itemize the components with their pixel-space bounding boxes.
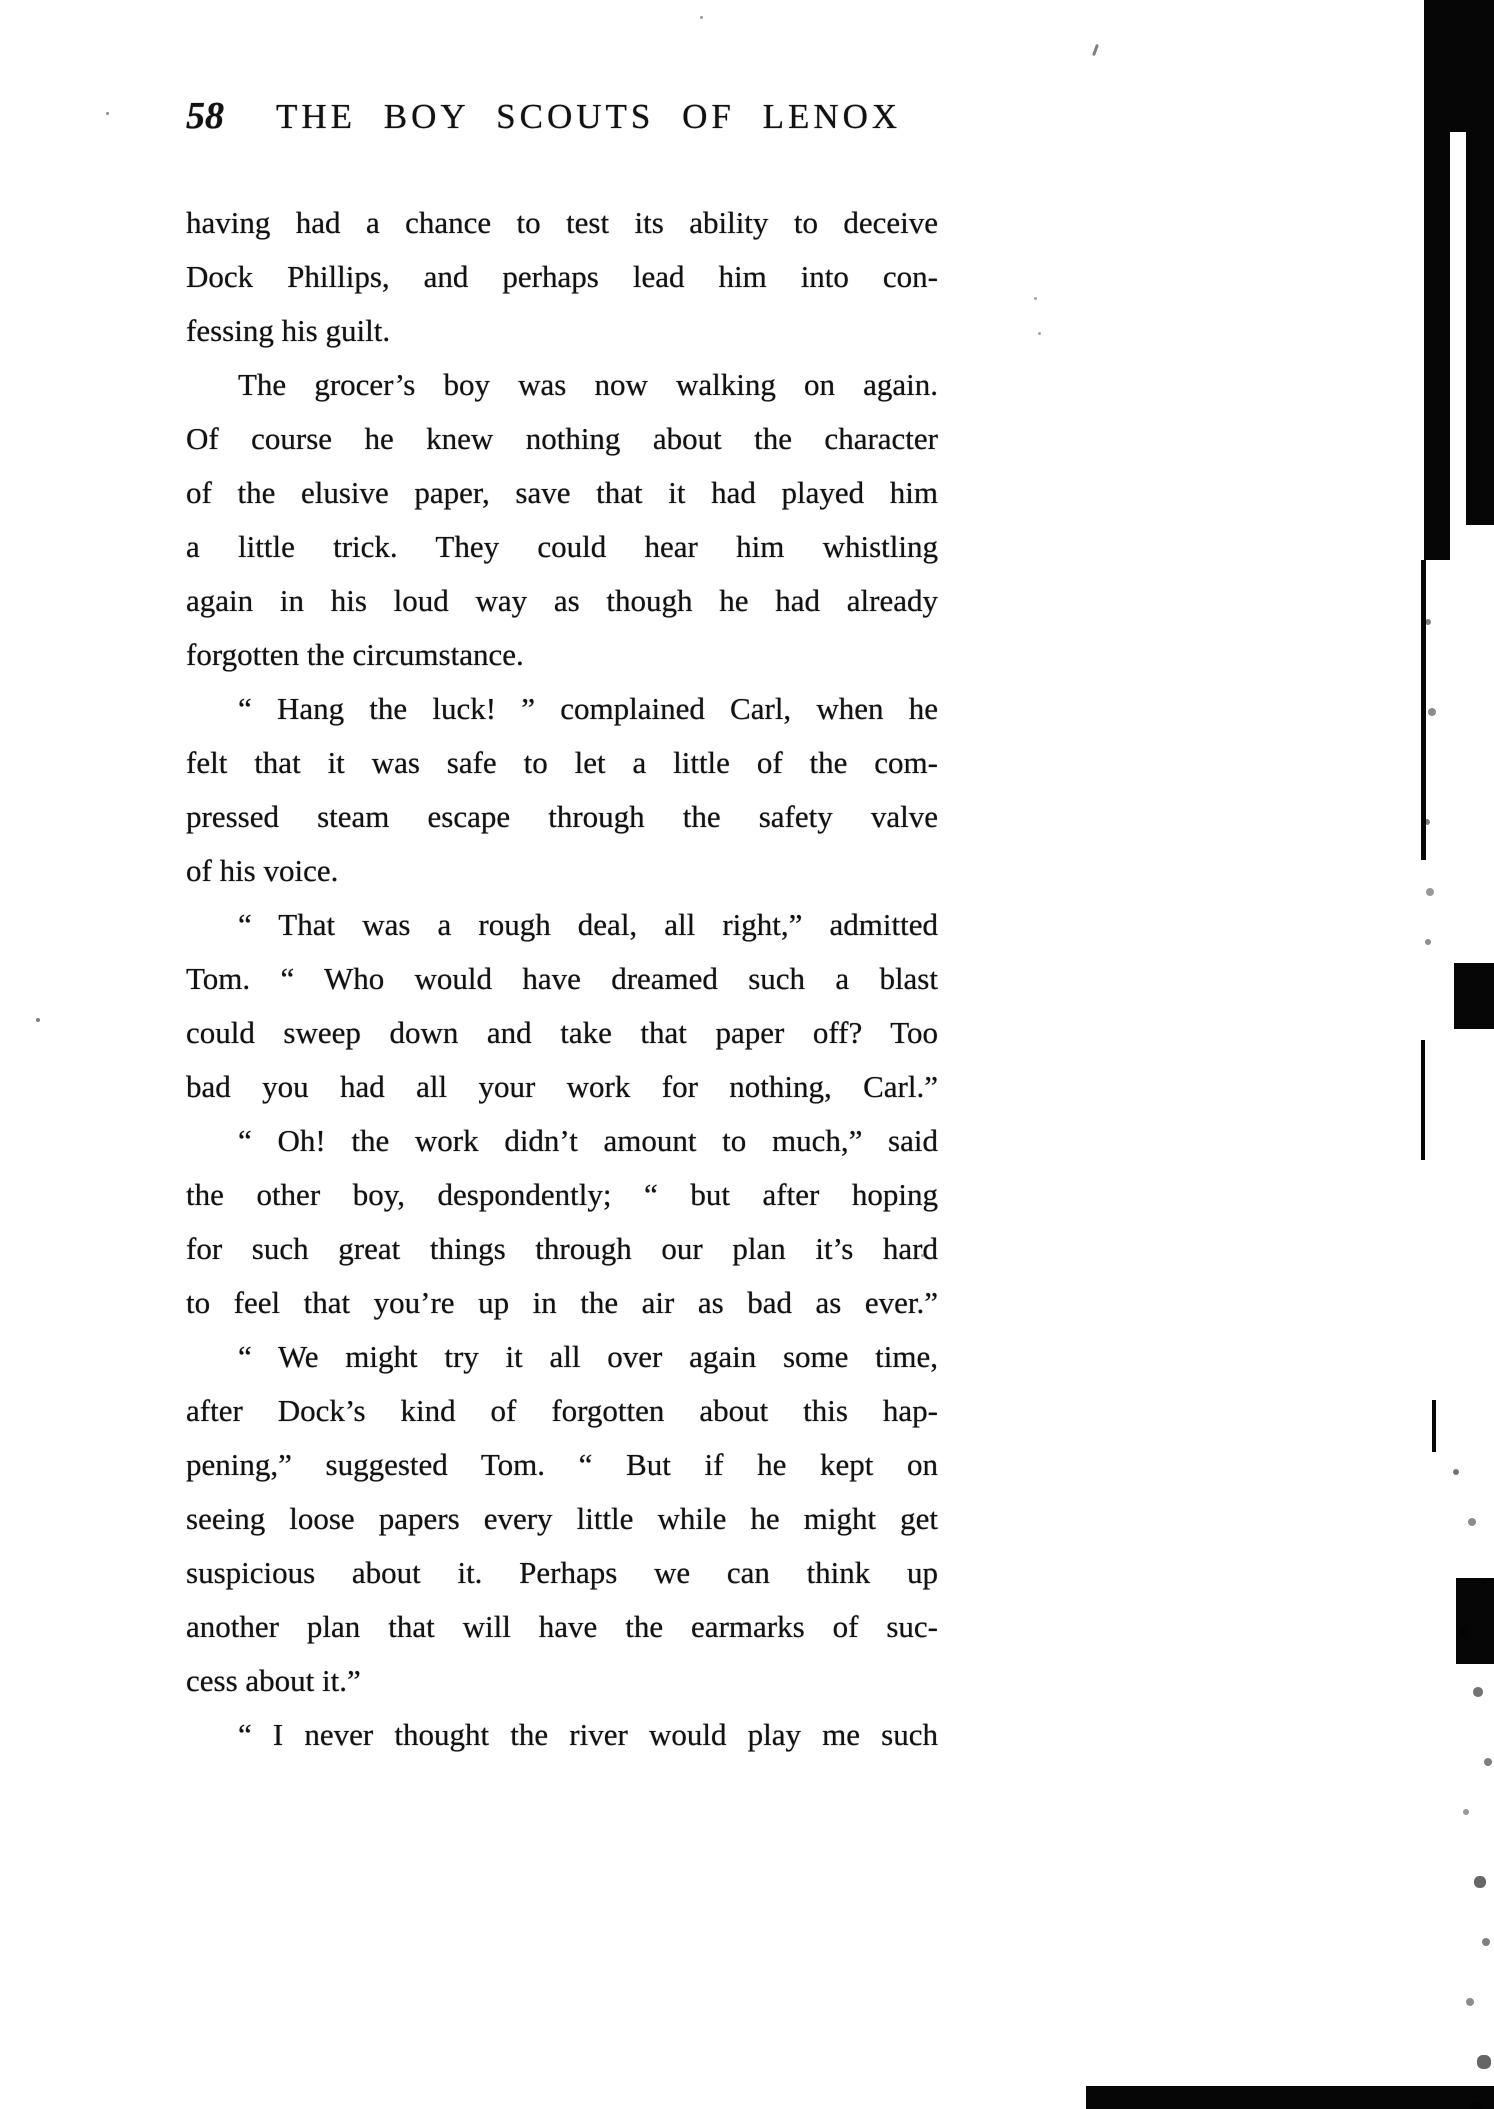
book-title: THE BOY SCOUTS OF LENOX [276, 97, 902, 136]
text-line: could sweep down and take that paper off? Too [186, 1015, 938, 1050]
text-line: forgotten the circumstance. [186, 637, 524, 672]
text-line: “ We might try it all over again some time, [238, 1339, 938, 1374]
text-line: felt that it was safe to let a little of the com- [186, 745, 938, 780]
scan-artifact-gutter-column [1424, 0, 1450, 560]
text-line: pressed steam escape through the safety valve [186, 799, 938, 834]
scan-dot-2 [36, 1018, 40, 1022]
text-line: Tom. “ Who would have dreamed such a blast [186, 961, 938, 996]
running-head [186, 94, 938, 138]
scan-artifact-corner-block [1444, 0, 1494, 132]
text-line: fessing his guilt. [186, 313, 391, 348]
text-line: the other boy, despondently; “ but after hoping [186, 1177, 938, 1212]
text-line: “ Oh! the work didn’t amount to much,” said [238, 1123, 938, 1158]
text-line: of the elusive paper, save that it had played him [186, 475, 938, 510]
text-line: “ Hang the luck! ” complained Carl, when he [238, 691, 938, 726]
scan-speckle-column [1452, 1460, 1456, 1464]
scan-dot-6 [1038, 332, 1041, 335]
scan-artifact-gutter-right [1466, 125, 1494, 525]
scan-dot-7 [921, 1254, 924, 1257]
text-line: after Dock’s kind of forgotten about this hap- [186, 1393, 938, 1428]
text-line: The grocer’s boy was now walking on again. [238, 367, 938, 402]
text-line: Dock Phillips, and perhaps lead him into con- [186, 259, 938, 294]
text-line: bad you had all your work for nothing, Carl.” [186, 1069, 938, 1104]
body-text [186, 196, 938, 1762]
text-line: pening,” suggested Tom. “ But if he kept on [186, 1447, 938, 1482]
scan-speckle-column-upper [1424, 560, 1428, 564]
text-line: having had a chance to test its ability to deceive [186, 205, 938, 240]
scan-dot-4 [1092, 44, 1099, 56]
text-line: suspicious about it. Perhaps we can think up [186, 1555, 938, 1590]
text-line: cess about it.” [186, 1663, 361, 1698]
text-line: of his voice. [186, 853, 339, 888]
text-line: for such great things through our plan it’s hard [186, 1231, 938, 1266]
text-line: seeing loose papers every little while he might get [186, 1501, 938, 1536]
text-line: Of course he knew nothing about the character [186, 421, 938, 456]
text-line: a little trick. They could hear him whistling [186, 529, 938, 564]
scan-artifact-thin-line-mid [1421, 1040, 1425, 1160]
scan-artifact-blob-mid [1454, 963, 1494, 1029]
text-line: again in his loud way as though he had already [186, 583, 938, 618]
text-line: to feel that you’re up in the air as bad as ever.” [186, 1285, 938, 1320]
scan-artifact-blob-lower [1456, 1578, 1494, 1664]
scan-dot-1 [106, 112, 109, 115]
text-line: another plan that will have the earmarks of suc- [186, 1609, 938, 1644]
text-line: “ That was a rough deal, all right,” admitted [238, 907, 938, 942]
scan-dot-3 [700, 16, 703, 19]
scan-artifact-thin-line-lower [1432, 1400, 1436, 1452]
page-number: 58 [186, 95, 224, 137]
scan-artifact-thin-line-upper [1421, 560, 1426, 860]
text-line: “ I never thought the river would play me such [238, 1717, 938, 1752]
scan-dot-5 [1034, 297, 1037, 300]
scan-artifact-bottom-bar [1086, 2086, 1494, 2109]
